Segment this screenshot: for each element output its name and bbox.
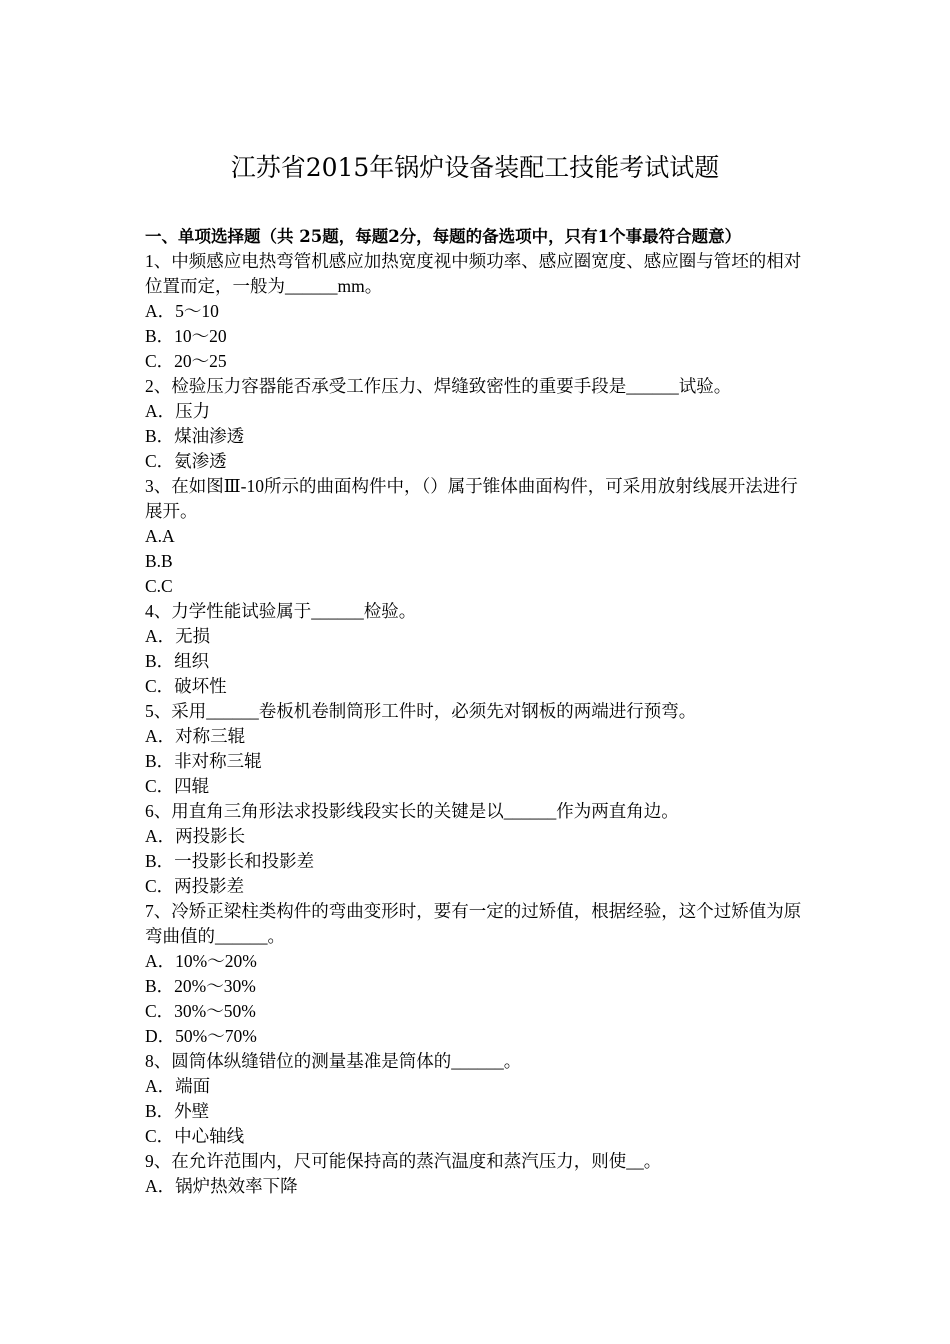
option-a: A．无损 (145, 626, 211, 646)
question-3 (145, 474, 810, 599)
question-stem: 1、中频感应电热弯管机感应加热宽度视中频功率、感应圈宽度、感应圈与管坯的相对位置而定，一般为______mm。 (145, 251, 802, 296)
option-b: B.B (145, 551, 173, 571)
option-b: B．外壁 (145, 1101, 210, 1121)
option-c: C．30%～50% (145, 1001, 256, 1021)
option-a: A．锅炉热效率下降 (145, 1176, 298, 1196)
option-d: D．50%～70% (145, 1026, 257, 1046)
option-a: A．10%～20% (145, 951, 257, 971)
option-b: B．煤油渗透 (145, 426, 245, 446)
question-stem: 6、用直角三角形法求投影线段实长的关键是以______作为两直角边。 (145, 801, 679, 821)
option-b: B．组织 (145, 651, 210, 671)
question-5 (145, 699, 810, 799)
question-stem: 7、冷矫正梁柱类构件的弯曲变形时，要有一定的过矫值，根据经验，这个过矫值为原弯曲值的______。 (145, 901, 802, 946)
option-b: B．非对称三辊 (145, 751, 262, 771)
option-c: C．两投影差 (145, 876, 245, 896)
option-a: A．端面 (145, 1076, 211, 1096)
question-2 (145, 374, 810, 474)
option-c: C．破坏性 (145, 676, 227, 696)
question-stem: 4、力学性能试验属于______检验。 (145, 601, 417, 621)
section-heading: 一、单项选择题（共 25题，每题2分，每题的备选项中，只有1个事最符合题意） (145, 227, 742, 246)
question-4 (145, 599, 810, 699)
option-b: B．10～20 (145, 326, 227, 346)
question-stem: 8、圆筒体纵缝错位的测量基准是筒体的______。 (145, 1051, 522, 1071)
question-6 (145, 799, 810, 899)
document-title: 江苏省2015年锅炉设备装配工技能考试试题 (230, 153, 720, 182)
question-9 (145, 1149, 810, 1199)
option-b: B．20%～30% (145, 976, 256, 996)
option-c: C．四辊 (145, 776, 210, 796)
option-c: C．中心轴线 (145, 1126, 245, 1146)
option-a: A．压力 (145, 401, 211, 421)
question-stem: 2、检验压力容器能否承受工作压力、焊缝致密性的重要手段是______试验。 (145, 376, 732, 396)
option-a: A．两投影长 (145, 826, 246, 846)
question-stem: 3、在如图Ⅲ-10所示的曲面构件中，（）属于锥体曲面构件，可采用放射线展开法进行展开。 (145, 476, 798, 521)
question-stem: 9、在允许范围内，尺可能保持高的蒸汽温度和蒸汽压力，则使__。 (145, 1151, 662, 1171)
question-7 (145, 899, 810, 1049)
option-a: A．5～10 (145, 301, 219, 321)
option-a: A．对称三辊 (145, 726, 246, 746)
exam-content (145, 224, 810, 1199)
option-a: A.A (145, 526, 175, 546)
option-c: C．氨渗透 (145, 451, 227, 471)
option-b: B．一投影长和投影差 (145, 851, 315, 871)
question-stem: 5、采用______卷板机卷制筒形工件时，必须先对钢板的两端进行预弯。 (145, 701, 697, 721)
option-c: C．20～25 (145, 351, 227, 371)
question-8 (145, 1049, 810, 1149)
option-c: C.C (145, 576, 173, 596)
question-1 (145, 249, 810, 374)
